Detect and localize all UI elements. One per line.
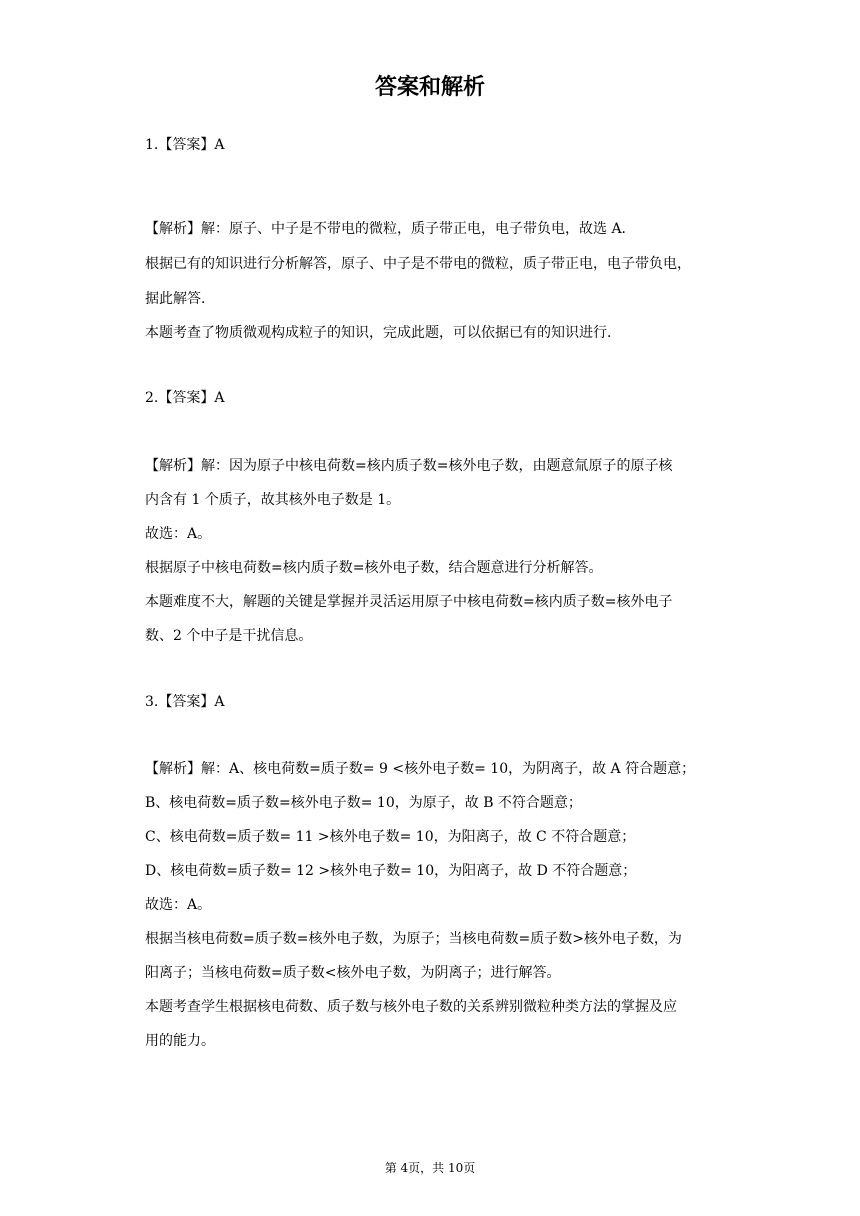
q2-analysis-line: 本题难度不大，解题的关键是掌握并灵活运用原子中核电荷数=核内质子数=核外电子: [145, 594, 673, 610]
page-footer: 第 4页，共 10页: [384, 1161, 476, 1175]
q3-analysis-line: B、核电荷数=质子数=核外电子数= 10，为原子，故 B 不符合题意；: [145, 795, 582, 811]
q1-analysis-line: 本题考查了物质微观构成粒子的知识，完成此题，可以依据已有的知识进行．: [145, 325, 621, 341]
q3-analysis-line: 本题考查学生根据核电荷数、质子数与核外电子数的关系辨别微粒种类方法的掌握及应: [145, 999, 677, 1015]
q1-answer: 1.【答案】A: [145, 137, 225, 153]
q1-analysis-line: 据此解答．: [145, 291, 215, 307]
q2-analysis-line: 【解析】解：因为原子中核电荷数=核内质子数=核外电子数，由题意氚原子的原子核: [145, 458, 673, 474]
q2-answer: 2.【答案】A: [145, 390, 225, 406]
q3-analysis-line: 故选：A。: [145, 897, 212, 913]
q2-analysis-line: 故选：A。: [145, 526, 212, 542]
q3-analysis-line: 阳离子；当核电荷数=质子数<核外电子数，为阴离子；进行解答。: [145, 965, 561, 981]
q3-analysis-line: 用的能力。: [145, 1033, 215, 1049]
q1-analysis-line: 【解析】解：原子、中子是不带电的微粒，质子带正电，电子带负电，故选 A．: [145, 221, 636, 237]
q3-analysis-line: 【解析】解：A、核电荷数=质子数= 9 <核外电子数= 10，为阴离子，故 A 符合题意；: [145, 761, 696, 777]
q2-analysis-line: 内含有 1 个质子，故其核外电子数是 1。: [145, 492, 401, 508]
q3-analysis-line: 根据当核电荷数=质子数=核外电子数，为原子；当核电荷数=质子数>核外电子数，为: [145, 931, 682, 947]
q3-analysis-line: D、核电荷数=质子数= 12 >核外电子数= 10，为阳离子，故 D 不符合题意；: [145, 863, 637, 879]
q2-analysis-line: 数、2 个中子是干扰信息。: [145, 628, 313, 644]
q1-analysis-line: 根据已有的知识进行分析解答，原子、中子是不带电的微粒，质子带正电，电子带负电，: [145, 256, 691, 272]
q3-answer: 3.【答案】A: [145, 694, 225, 710]
q3-analysis-line: C、核电荷数=质子数= 11 >核外电子数= 10，为阳离子，故 C 不符合题意；: [145, 829, 636, 845]
q2-analysis-line: 根据原子中核电荷数=核内质子数=核外电子数，结合题意进行分析解答。: [145, 560, 603, 576]
page-title: 答案和解析: [374, 75, 485, 100]
